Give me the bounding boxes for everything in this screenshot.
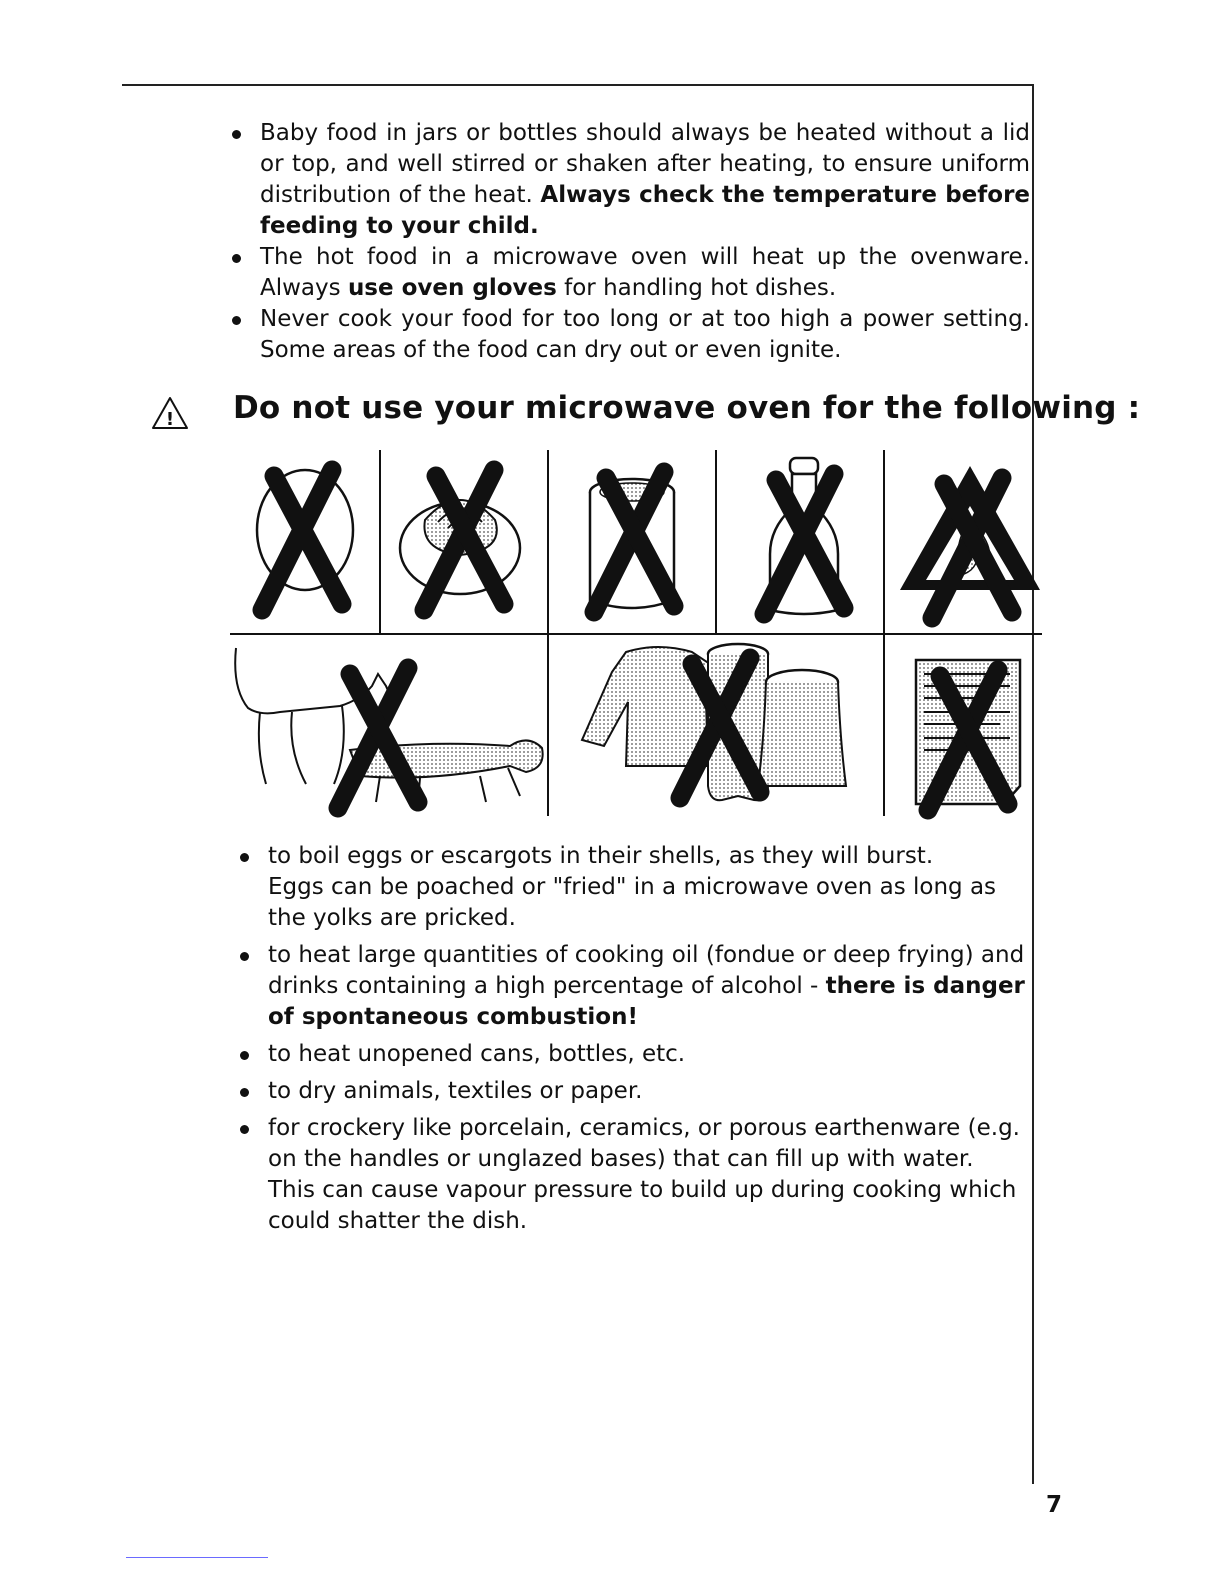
bullet-text: to heat large quantities of cooking oil (fondue or deep frying) and drinks containing a high percentage of alcohol - bbox=[268, 942, 1025, 999]
list-item bbox=[230, 242, 1030, 304]
animals-icon bbox=[235, 648, 542, 808]
top-rule bbox=[122, 84, 1034, 86]
list-item bbox=[238, 841, 1038, 934]
can-icon bbox=[590, 472, 674, 612]
bullet-bold-text: Always check the temperature before feeding to your child. bbox=[260, 182, 1031, 239]
textiles-icon bbox=[582, 644, 846, 800]
list-item bbox=[238, 1113, 1038, 1237]
escargot-icon bbox=[400, 470, 520, 610]
bullet-text: to dry animals, textiles or paper. bbox=[268, 1078, 643, 1104]
bullet-text: Never cook your food for too long or at too high a power setting. Some areas of the food can dry out or even ignite. bbox=[260, 306, 1030, 363]
warning-triangle-icon bbox=[151, 396, 189, 430]
bottle-icon bbox=[764, 458, 844, 614]
list-item bbox=[238, 940, 1038, 1033]
svg-text:!: ! bbox=[165, 409, 175, 430]
bullet-text: Eggs can be poached or "fried" in a microwave oven as long as the yolks are pricked. bbox=[268, 874, 997, 931]
bullet-text: Baby food in jars or bottles should always be heated without a lid or top, and well stirred or shaken after heating, to ensure uniform distribution of the heat. bbox=[260, 120, 1030, 208]
egg-icon bbox=[257, 470, 353, 610]
bottom-bullet-list bbox=[238, 841, 1038, 1243]
bullet-text: for handling hot dishes. bbox=[564, 275, 837, 301]
list-item bbox=[230, 304, 1030, 366]
bullet-text: This can cause vapour pressure to build up during cooking which could shatter the dish. bbox=[268, 1177, 1017, 1234]
prohibited-items-pictograms bbox=[230, 450, 1042, 822]
fire-warning-icon bbox=[900, 466, 1040, 618]
list-item bbox=[238, 1039, 1038, 1070]
bullet-text: to boil eggs or escargots in their shells, as they will burst. bbox=[268, 843, 934, 869]
bullet-text: for crockery like porcelain, ceramics, or porous earthenware (e.g. on the handles or unglazed bases) that can fill up with water. bbox=[268, 1115, 1020, 1172]
list-item bbox=[238, 1076, 1038, 1107]
bullet-bold-text: there is danger of spontaneous combustion! bbox=[268, 973, 1025, 1030]
section-heading: Do not use your microwave oven for the following : bbox=[233, 390, 1141, 426]
page-number: 7 bbox=[1046, 1492, 1063, 1518]
bottom-rule bbox=[126, 1557, 268, 1558]
top-bullet-list bbox=[230, 118, 1030, 366]
list-item bbox=[230, 118, 1030, 242]
bullet-text: to heat unopened cans, bottles, etc. bbox=[268, 1041, 686, 1067]
bullet-text: The hot food in a microwave oven will heat up the ovenware. Always bbox=[260, 244, 1030, 301]
bullet-bold-text: use oven gloves bbox=[347, 275, 557, 301]
paper-icon bbox=[916, 660, 1020, 810]
